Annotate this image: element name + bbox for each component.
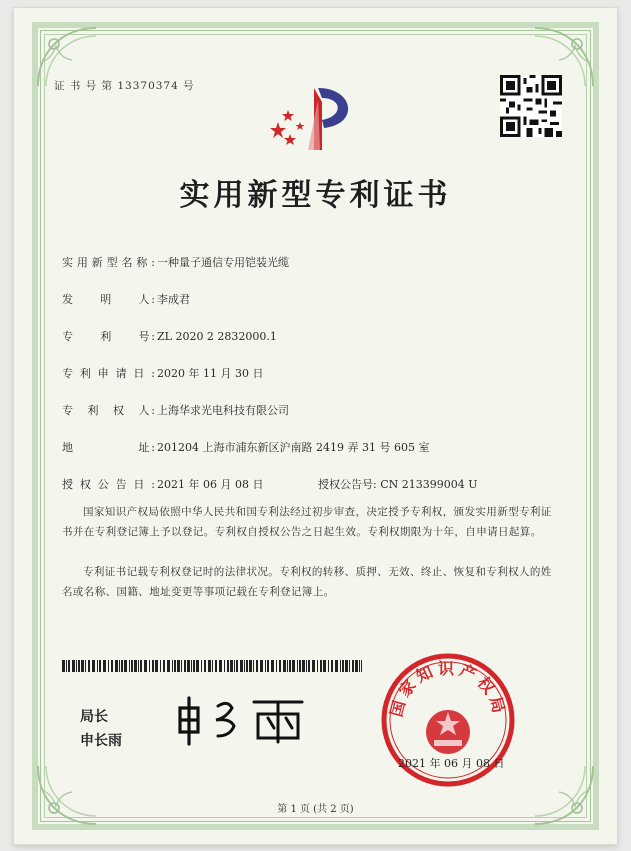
field-value: 2020 年 11 月 30 日	[157, 367, 264, 380]
field-announcement-number	[318, 476, 478, 492]
handwritten-signature-icon	[170, 688, 320, 748]
certificate-number: 证 书 号 第 13370374 号	[54, 80, 195, 92]
grant-statement: 国家知识产权局依照中华人民共和国专利法经过初步审查，决定授予专利权，颁发实用新型专利证书并在专利登记簿上予以登记。专利权自授权公告之日起生效。专利权期限为十年，自申请日起算。	[62, 506, 552, 538]
patent-office-logo-icon	[268, 80, 368, 155]
barcode-icon	[62, 660, 362, 672]
field-label: 授权公告号:	[318, 478, 377, 491]
seal-date: 2021 年 06 月 08 日	[398, 757, 505, 770]
signatory-title: 局长	[80, 709, 108, 725]
field-value: 一种量子通信专用铠装光缆	[157, 256, 289, 269]
field-utility-model-name	[62, 254, 289, 270]
field-grant-date	[62, 476, 263, 492]
field-value: 2021 年 06 月 08 日	[157, 478, 264, 491]
field-value: ZL 2020 2 2832000.1	[157, 330, 277, 343]
field-patentee	[62, 402, 289, 418]
signatory-name: 申长雨	[80, 733, 122, 749]
page-number: 第 1 页 (共 2 页)	[277, 804, 354, 815]
field-inventor	[62, 291, 190, 307]
field-value: 上海华求光电科技有限公司	[157, 404, 289, 417]
field-application-date	[62, 365, 263, 381]
field-label: 专 利 号:	[62, 330, 155, 343]
legal-status-statement: 专利证书记载专利权登记时的法律状况。专利权的转移、质押、无效、终止、恢复和专利权人的姓名或名称、国籍、地址变更等事项记载在专利登记簿上。	[62, 566, 552, 598]
certificate-title: 实用新型专利证书	[179, 178, 452, 213]
field-label: 专利申请日:	[62, 367, 155, 380]
qr-code-icon	[500, 75, 562, 137]
field-label: 实用新型名称:	[62, 256, 155, 269]
field-label: 发 明 人:	[62, 293, 155, 306]
field-label: 授权公告日:	[62, 478, 155, 491]
field-label: 地 址:	[62, 441, 155, 454]
field-value: CN 213399004 U	[380, 478, 478, 491]
svg-text:国家知识产权局: 国家知识产权局	[386, 659, 510, 719]
field-label: 专 利 权 人:	[62, 404, 155, 417]
field-address	[62, 439, 429, 455]
field-value: 李成君	[157, 293, 190, 306]
field-patent-number	[62, 328, 277, 344]
field-value: 201204 上海市浦东新区沪南路 2419 弄 31 号 605 室	[157, 441, 430, 454]
